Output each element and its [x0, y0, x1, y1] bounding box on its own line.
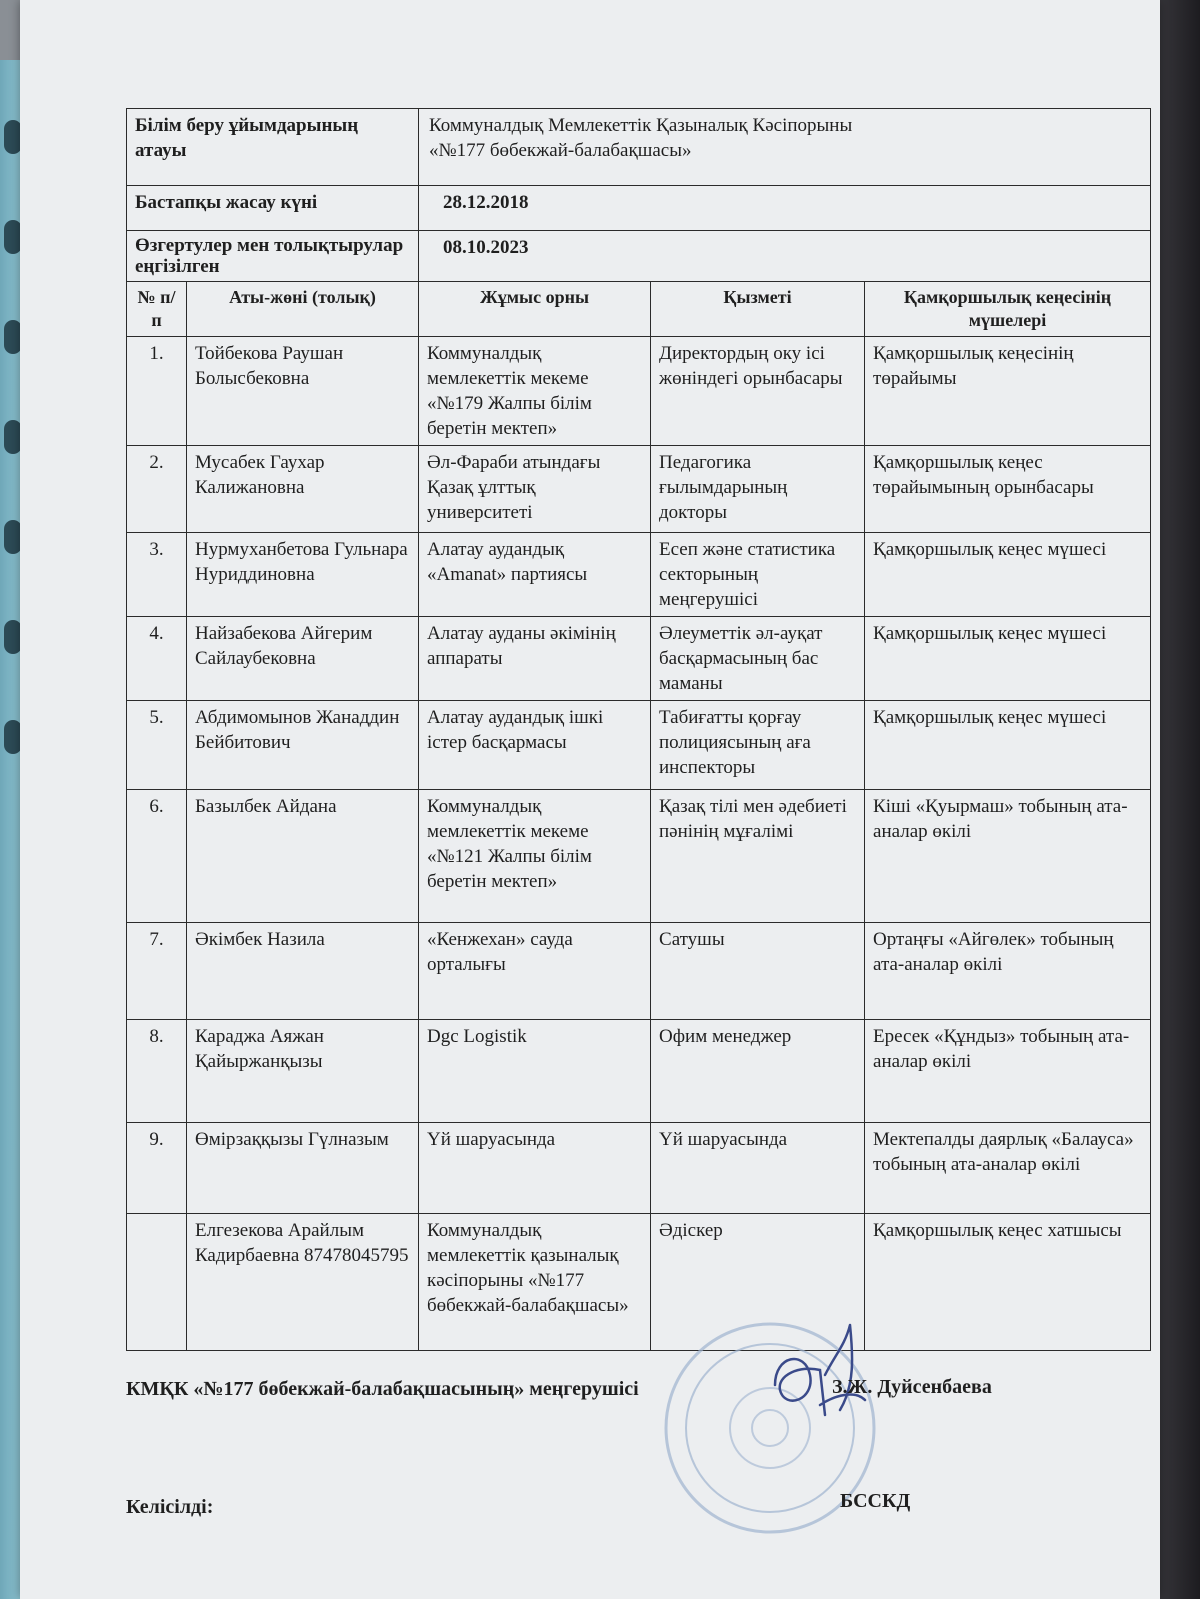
council-table	[126, 108, 1151, 1351]
row-work: «Кенжехан» сауда орталығы	[419, 923, 651, 1020]
header-position: Қызметі	[651, 282, 865, 337]
created-row	[127, 186, 1151, 231]
row-position: Есеп және статистика секторының меңгерушісі	[651, 533, 865, 617]
row-role: Қамқоршылық кеңес төрайымының орынбасары	[865, 446, 1151, 533]
table-row	[127, 1020, 1151, 1123]
row-work: Коммуналдық мемлекеттік мекеме «№179 Жалпы білім беретін мектеп»	[419, 337, 651, 446]
row-position: Қазақ тілі мен әдебиеті пәнінің мұғалімі	[651, 790, 865, 923]
org-name-line1: Коммуналдық Мемлекеттік Қазыналық Кәсіпорыны	[429, 115, 853, 136]
row-role: Қамқоршылық кеңесінің төрайымы	[865, 337, 1151, 446]
table-row	[127, 617, 1151, 701]
head-title: КМҚК «№177 бөбекжай-балабақшасының» меңгерушісі	[126, 1378, 639, 1400]
row-num: 6.	[127, 790, 187, 923]
row-work: Алатау аудандық ішкі істер басқармасы	[419, 701, 651, 790]
table-row	[127, 1123, 1151, 1214]
table-row	[127, 790, 1151, 923]
row-name: Мусабек Гаухар Калижановна	[187, 446, 419, 533]
org-row	[127, 109, 1151, 186]
changes-row	[127, 231, 1151, 282]
row-num: 3.	[127, 533, 187, 617]
document-page	[20, 0, 1160, 1599]
row-role: Мектепалды даярлық «Балауса» тобының ата-аналар өкілі	[865, 1123, 1151, 1214]
row-work: Dgc Logistik	[419, 1020, 651, 1123]
header-num: № п/п	[127, 282, 187, 337]
row-num: 8.	[127, 1020, 187, 1123]
row-role: Қамқоршылық кеңес мүшесі	[865, 533, 1151, 617]
header-row	[127, 282, 1151, 337]
agreed-org: БССКД	[840, 1490, 911, 1512]
row-name: Нурмуханбетова Гульнара Нуриддиновна	[187, 533, 419, 617]
table-row	[127, 1214, 1151, 1351]
row-name: Абдимомынов Жанаддин Бейбитович	[187, 701, 419, 790]
row-name: Әкімбек Назила	[187, 923, 419, 1020]
row-role: Қамқоршылық кеңес мүшесі	[865, 701, 1151, 790]
table-row	[127, 446, 1151, 533]
org-name-line2: «№177 бөбекжай-балабақшасы»	[429, 140, 692, 161]
table-row	[127, 923, 1151, 1020]
row-role: Ортаңғы «Айгөлек» тобының ата-аналар өкілі	[865, 923, 1151, 1020]
row-role: Кіші «Қуырмаш» тобының ата-аналар өкілі	[865, 790, 1151, 923]
row-work: Коммуналдық мемлекеттік мекеме «№121 Жалпы білім беретін мектеп»	[419, 790, 651, 923]
row-position: Сатушы	[651, 923, 865, 1020]
row-num: 5.	[127, 701, 187, 790]
row-position: Офим менеджер	[651, 1020, 865, 1123]
row-role: Қамқоршылық кеңес хатшысы	[865, 1214, 1151, 1351]
row-position: Директордың оку ісі жөніндегі орынбасары	[651, 337, 865, 446]
row-work: Үй шаруасында	[419, 1123, 651, 1214]
created-label: Бастапқы жасау күні	[127, 186, 419, 231]
row-work: Алатау аудандық «Amanat» партиясы	[419, 533, 651, 617]
head-name: З.Ж. Дуйсенбаева	[832, 1376, 992, 1398]
row-position: Әдіскер	[651, 1214, 865, 1351]
row-num: 1.	[127, 337, 187, 446]
row-name: Караджа Аяжан Қайыржанқызы	[187, 1020, 419, 1123]
row-position: Үй шаруасында	[651, 1123, 865, 1214]
row-role: Қамқоршылық кеңес мүшесі	[865, 617, 1151, 701]
row-num: 9.	[127, 1123, 187, 1214]
changes-date: 08.10.2023	[419, 231, 1151, 282]
row-num	[127, 1214, 187, 1351]
row-position: Педагогика ғылымдарының докторы	[651, 446, 865, 533]
row-num: 4.	[127, 617, 187, 701]
table-row	[127, 701, 1151, 790]
row-work: Әл-Фараби атындағы Қазақ ұлттық университеті	[419, 446, 651, 533]
row-position: Табиғатты қорғау полициясының аға инспекторы	[651, 701, 865, 790]
row-num: 7.	[127, 923, 187, 1020]
row-work: Алатау ауданы әкімінің аппараты	[419, 617, 651, 701]
signature	[765, 1315, 875, 1435]
agreed-label: Келісілді:	[126, 1496, 214, 1518]
row-num: 2.	[127, 446, 187, 533]
table-wrapper	[126, 108, 1150, 1351]
row-role: Ересек «Құндыз» тобының ата-аналар өкілі	[865, 1020, 1151, 1123]
header-work: Жұмыс орны	[419, 282, 651, 337]
org-name	[419, 109, 1151, 186]
row-work: Коммуналдық мемлекеттік қазыналық кәсіпорыны «№177 бөбекжай-балабақшасы»	[419, 1214, 651, 1351]
org-label: Білім беру ұйымдарының атауы	[127, 109, 419, 186]
table-row	[127, 533, 1151, 617]
row-position: Әлеуметтік әл-ауқат басқармасының бас маманы	[651, 617, 865, 701]
row-name: Найзабекова Айгерим Сайлаубековна	[187, 617, 419, 701]
table-row	[127, 337, 1151, 446]
changes-label: Өзгертулер мен толықтырулар еңгізілген	[127, 231, 419, 282]
row-name: Өмірзаққызы Гүлназым	[187, 1123, 419, 1214]
row-name: Елгезекова Арайлым Кадирбаевна 87478045795	[187, 1214, 419, 1351]
row-name: Базылбек Айдана	[187, 790, 419, 923]
created-date: 28.12.2018	[419, 186, 1151, 231]
header-name: Аты-жөні (толық)	[187, 282, 419, 337]
row-name: Тойбекова Раушан Болысбековна	[187, 337, 419, 446]
header-role: Қамқоршылық кеңесінің мүшелері	[865, 282, 1151, 337]
